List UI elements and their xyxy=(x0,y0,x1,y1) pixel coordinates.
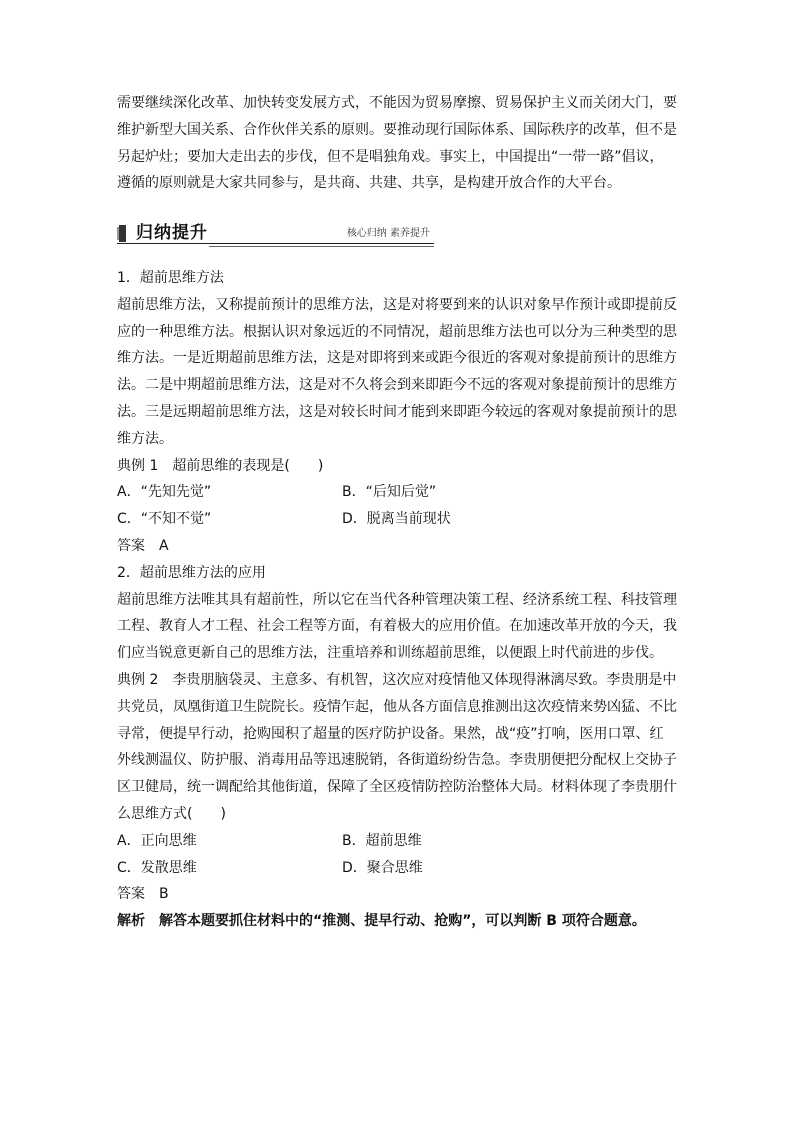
intro-line: 遵循的原则就是大家共同参与，是共商、共建、共享，是构建开放合作的大平台。 xyxy=(117,175,621,192)
example2-option-d: D．聚合思维 xyxy=(342,859,423,876)
section-rule-thin xyxy=(209,246,434,247)
example2-line: 外线测温仪、防护服、消毒用品等迅速脱销，各街道纷纷告急。李贵朋便把分配权上交协子 xyxy=(117,752,677,769)
point1-line: 超前思维方法，又称提前预计的思维方法，这是对将要到来的认识对象早作预计或即提前反 xyxy=(117,296,677,313)
intro-paragraph xyxy=(117,90,679,197)
example2-options-row xyxy=(117,828,679,855)
example2-line: 寻常，便提早行动，抢购囤积了超量的医疗防护设备。果然，战“疫”打响，医用口罩、红 xyxy=(117,725,664,742)
point1-line: 维方法。一是近期超前思维方法，这是对即将到来或距今很近的客观对象提前预计的思维方 xyxy=(117,350,677,367)
point1-line: 维方法。 xyxy=(117,430,173,447)
section-header xyxy=(117,222,434,244)
example1-options-row xyxy=(117,479,679,506)
example1-option-c: C．“不知不觉” xyxy=(117,511,212,528)
example2-line: 典例 2 李贵朋脑袋灵、主意多、有机智，这次应对疫情他又体现得淋漓尽致。李贵朋是中 xyxy=(117,671,677,688)
example2-option-b: B．超前思维 xyxy=(342,832,422,849)
example2-option-a: A．正向思维 xyxy=(117,832,197,849)
point1-heading: 1．超前思维方法 xyxy=(117,270,224,286)
example1-option-b: B．“后知后觉” xyxy=(342,484,437,501)
example1-answer: 答案 A xyxy=(117,537,169,554)
section-title: 归纳提升 xyxy=(136,223,208,243)
intro-line: 维护新型大国关系、合作伙伴关系的原则。要推动现行国际体系、国际秩序的改革，但不是 xyxy=(117,121,677,138)
point2-line: 工程、教育人才工程、社会工程等方面，有着极大的应用价值。在加速改革开放的今天，我 xyxy=(117,618,677,635)
example2-options-row xyxy=(117,855,679,882)
point2-line: 超前思维方法唯其具有超前性，所以它在当代各种管理决策工程、经济系统工程、科技管理 xyxy=(117,591,677,608)
example1-option-d: D．脱离当前现状 xyxy=(342,511,451,528)
point2-heading: 2．超前思维方法的应用 xyxy=(117,564,266,581)
section-subtitle: 核心归纳 素养提升 xyxy=(346,228,430,239)
point1-line: 法。二是中期超前思维方法，这是对不久将会到来即距今不远的客观对象提前预计的思维方 xyxy=(117,377,677,394)
example2-line: 区卫健局，统一调配给其他街道，保障了全区疫情防控防治整体大局。材料体现了李贵朋什 xyxy=(117,779,677,796)
point1-line: 应的一种思维方法。根据认识对象远近的不同情况，超前思维方法也可以分为三种类型的思 xyxy=(117,323,677,340)
intro-line: 需要继续深化改革、加快转变发展方式，不能因为贸易摩擦、贸易保护主义而关闭大门，要 xyxy=(117,95,677,111)
example2-answer: 答案 B xyxy=(117,886,169,903)
section-rule xyxy=(117,243,434,244)
intro-line: 另起炉灶；要加大走出去的步伐，但不是唱独角戏。事实上，中国提出“一带一路”倡议， xyxy=(117,148,664,165)
example1-question: 典例 1 超前思维的表现是( ) xyxy=(117,457,324,474)
example1-option-a: A．“先知先觉” xyxy=(117,484,212,501)
point1-line: 法。三是远期超前思维方法，这是对较长时间才能到来即距今较远的客观对象提前预计的思 xyxy=(117,403,677,420)
example2-line: 共党员，凤凰街道卫生院院长。疫情乍起，他从各方面信息推测出这次疫情来势凶猛、不比 xyxy=(117,698,677,715)
example2-option-c: C．发散思维 xyxy=(117,859,197,876)
example2-analysis: 解析 解答本题要抓住材料中的“推测、提早行动、抢购”，可以判断 B 项符合题意。 xyxy=(117,913,646,930)
main-content xyxy=(117,265,679,935)
example2-line: 么思维方式( ) xyxy=(117,805,226,822)
point2-line: 们应当锐意更新自己的思维方法，注重培养和训练超前思维，以便跟上时代前进的步伐。 xyxy=(117,645,663,662)
example1-options-row xyxy=(117,506,679,533)
section-marker-icon xyxy=(117,225,128,242)
